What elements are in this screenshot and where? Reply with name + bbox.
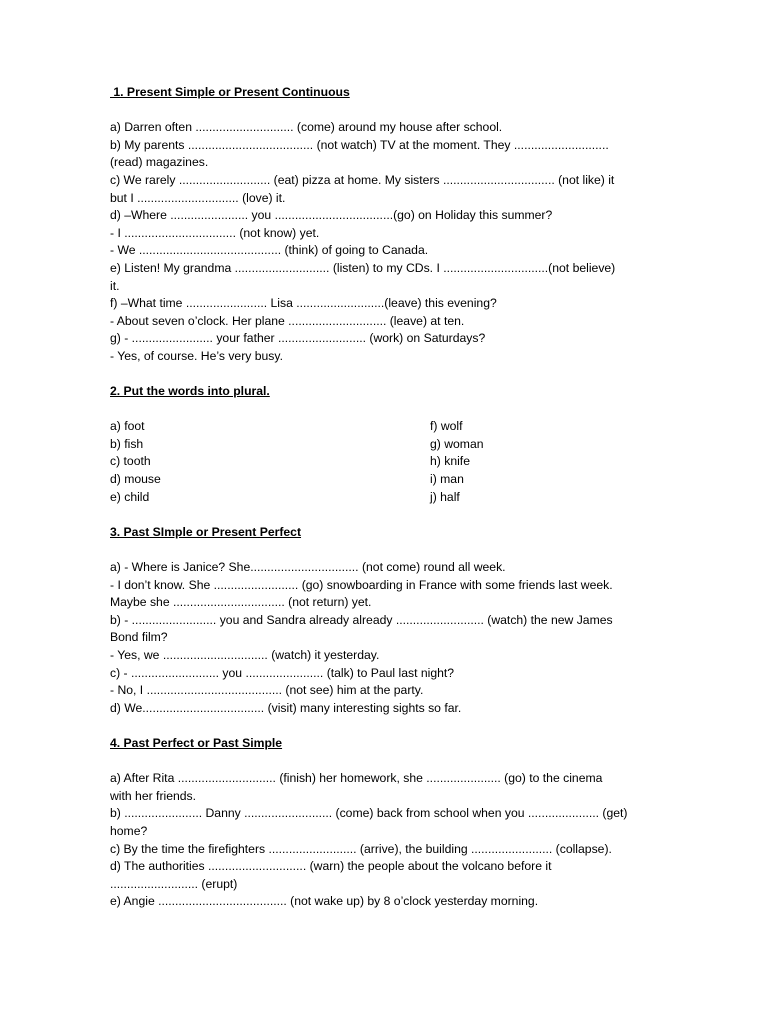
plural-word-list (110, 418, 670, 506)
plural-row (110, 471, 670, 489)
section-4-exercises (110, 770, 670, 911)
section-3-title: 3. Past SImple or Present Perfect (110, 524, 302, 539)
plural-word: g) woman (430, 436, 484, 451)
exercise-line: Maybe she ................................. (not return) yet. (110, 595, 372, 610)
plural-word: b) fish (110, 436, 144, 451)
plural-word: f) wolf (430, 419, 463, 434)
exercise-line: home? (110, 823, 148, 838)
exercise-line: but I .............................. (love) it. (110, 190, 286, 205)
exercise-line: - Yes, we ............................... (watch) it yesterday. (110, 648, 380, 662)
exercise-line: d) The authorities ............................. (warn) the people about the volcano before it (110, 859, 552, 874)
exercise-line: with her friends. (110, 788, 197, 803)
exercise-line: a) After Rita ............................. (finish) her homework, she ...................... (go) to the cinema (110, 771, 603, 786)
section-1-exercises (110, 119, 670, 365)
plural-word: d) mouse (110, 472, 161, 487)
plural-row (110, 418, 670, 436)
exercise-line: .......................... (erupt) (110, 876, 238, 891)
section-4-title: 4. Past Perfect or Past Simple (110, 735, 283, 750)
exercise-line: d) We.................................... (visit) many interesting sights so far. (110, 700, 462, 715)
worksheet (110, 84, 670, 911)
plural-word: i) man (430, 472, 464, 487)
exercise-line: (read) magazines. (110, 155, 209, 170)
exercise-line: c) We rarely ........................... (eat) pizza at home. My sisters ................................. (not like) it (110, 172, 615, 187)
exercise-line: c) By the time the firefighters .......................... (arrive), the building ........................ (collapse). (110, 841, 612, 856)
exercise-line: f) –What time ........................ Lisa ..........................(leave) this evening? (110, 296, 497, 311)
exercise-line: b) ....................... Danny .......................... (come) back from school when you ..................... (get) (110, 806, 628, 821)
exercise-line: a) - Where is Janice? She................................ (not come) round all week. (110, 560, 506, 575)
exercise-line: - I ................................. (not know) yet. (110, 225, 320, 240)
plural-word: c) tooth (110, 454, 151, 469)
section-3-exercises (110, 559, 670, 717)
exercise-line: Bond film? (110, 630, 168, 645)
exercise-line: b) My parents ..................................... (not watch) TV at the moment. They ............................ (110, 137, 609, 152)
exercise-line: - No, I ........................................ (not see) him at the party. (110, 683, 424, 698)
exercise-line: it. (110, 278, 120, 293)
plural-word: h) knife (430, 454, 470, 469)
exercise-line: b) - ......................... you and Sandra already already .......................... (watch) the new James (110, 612, 613, 627)
exercise-line: d) –Where ....................... you ...................................(go) on Holiday this summer? (110, 208, 553, 223)
exercise-line: e) Angie ...................................... (not wake up) by 8 o’clock yesterday morning. (110, 894, 539, 909)
plural-word: j) half (430, 489, 460, 504)
exercise-line: - We .......................................... (think) of going to Canada. (110, 243, 429, 258)
plural-row (110, 489, 670, 507)
exercise-line: a) Darren often ............................. (come) around my house after school. (110, 120, 503, 135)
exercise-line: - Yes, of course. He’s very busy. (110, 348, 283, 363)
section-1-title: 1. Present Simple or Present Continuous (110, 85, 350, 99)
exercise-line: - About seven o’clock. Her plane ............................. (leave) at ten. (110, 313, 465, 328)
plural-word: a) foot (110, 419, 145, 434)
section-2-title: 2. Put the words into plural. (110, 384, 270, 399)
exercise-line: e) Listen! My grandma ............................ (listen) to my CDs. I ...............................(not believe) (110, 260, 616, 275)
exercise-line: c) - .......................... you ....................... (talk) to Paul last night? (110, 665, 455, 680)
exercise-line: - I don’t know. She ......................... (go) snowboarding in France with some friends last week. (110, 577, 613, 592)
plural-row (110, 453, 670, 471)
plural-row (110, 436, 670, 454)
exercise-line: g) - ........................ your father .......................... (work) on Saturdays? (110, 331, 486, 346)
plural-word: e) child (110, 489, 150, 504)
